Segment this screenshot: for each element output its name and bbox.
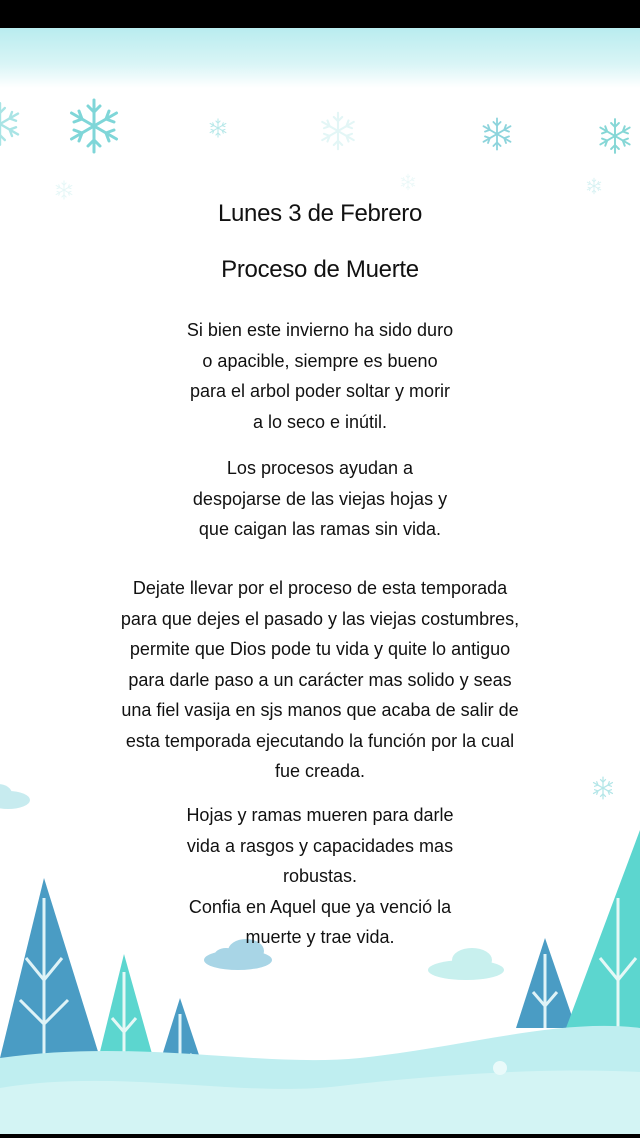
paragraph-line: para que dejes el pasado y las viejas costumbres, xyxy=(120,608,520,629)
snowflake-icon-faint-left xyxy=(56,181,72,199)
snowflake-icon-edge-left xyxy=(0,103,18,145)
snowflake-icon-small xyxy=(210,119,226,137)
paragraph-line: Los procesos ayudan a xyxy=(226,458,414,478)
paragraph-line: Si bien este invierno ha sido duro xyxy=(186,320,454,340)
paragraph-line: fue creada. xyxy=(274,761,366,781)
paragraph-3 xyxy=(20,573,620,787)
paragraph-line: a lo seco e inútil. xyxy=(252,411,388,432)
paragraph-1 xyxy=(40,315,600,437)
snowflake-icon-right xyxy=(484,118,511,149)
paragraph-line: Dejate llevar por el proceso de esta temporada xyxy=(132,578,508,598)
date-title: Lunes 3 de Febrero xyxy=(217,200,423,227)
paragraph-4 xyxy=(40,800,600,953)
snowflake-icon-faint xyxy=(322,113,354,149)
paragraph-line: o apacible, siempre es bueno xyxy=(202,350,438,371)
snowflake-icon-faint-right xyxy=(401,174,415,190)
paragraph-2 xyxy=(40,453,600,545)
paragraph-line: para darle paso a un carácter mas solido y seas xyxy=(128,669,512,690)
paragraph-line: robustas. xyxy=(282,866,358,886)
snowflake-icon-large-left xyxy=(72,100,117,152)
snowflake-icon-far-right xyxy=(600,119,629,153)
snowflake-icon-tiny xyxy=(587,178,601,194)
paragraph-line: despojarse de las viejas hojas y xyxy=(192,488,448,509)
paragraph-line: esta temporada ejecutando la función por la cual xyxy=(125,730,515,751)
paragraph-line: Confia en Aquel que ya venció la xyxy=(188,896,452,917)
paragraph-line: que caigan las ramas sin vida. xyxy=(198,519,442,539)
cloud-left xyxy=(0,784,30,809)
paragraph-line: para el arbol poder soltar y morir xyxy=(189,381,451,401)
paragraph-line: muerte y trae vida. xyxy=(245,927,395,947)
page-subtitle: Proceso de Muerte xyxy=(221,256,419,283)
bottom-letterbox-bar xyxy=(0,1134,640,1138)
tree-left-teal xyxy=(96,954,156,1068)
paragraph-line: Hojas y ramas mueren para darle xyxy=(186,805,454,825)
paragraph-line: vida a rasgos y capacidades mas xyxy=(186,835,454,856)
snow-dot xyxy=(493,1061,507,1075)
winter-card xyxy=(0,28,640,1138)
paragraph-line: permite que Dios pode tu vida y quite lo antiguo xyxy=(129,639,511,659)
cloud-right xyxy=(428,948,504,980)
paragraph-line: una fiel vasija en sjs manos que acaba de salir de xyxy=(121,700,519,720)
